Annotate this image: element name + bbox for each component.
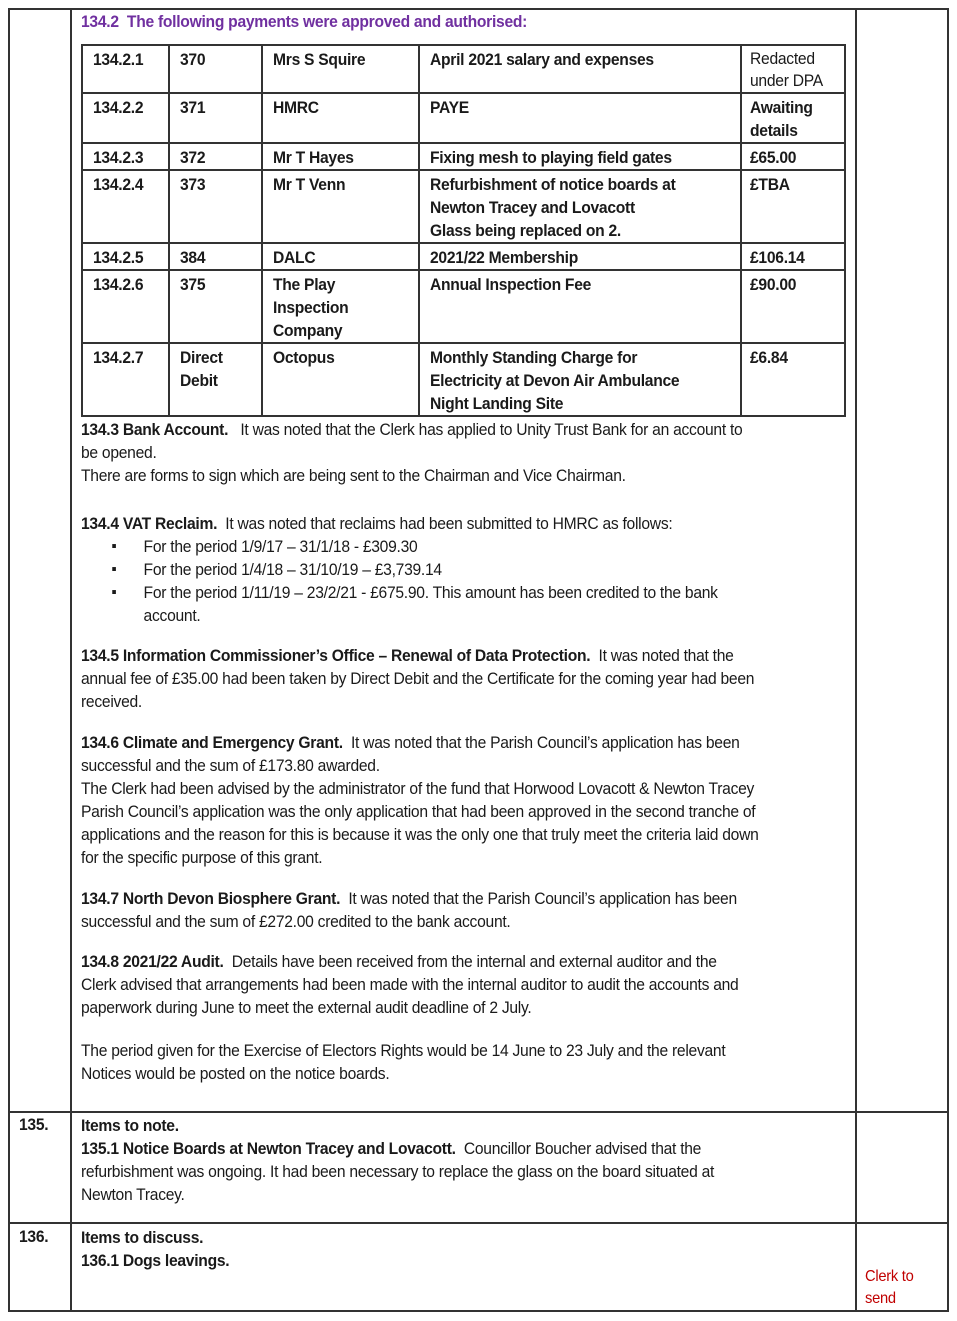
data-protection-line: annual fee of £35.00 had been taken by Direct Debit and the Certificate for the coming year had been	[81, 669, 755, 688]
notice-boards-line: Newton Tracey.	[81, 1185, 185, 1204]
payments-table	[81, 44, 846, 417]
right-border	[947, 8, 949, 1312]
items-to-discuss-section	[81, 1226, 242, 1272]
payment-payee: DALC	[262, 243, 418, 270]
climate-grant-line: applications and the reason for this is because it was the only one that truly meet the criteria laid down	[81, 825, 759, 844]
biosphere-grant-title: 134.7 North Devon Biosphere Grant.	[81, 889, 341, 908]
row-divider-135	[8, 1111, 949, 1113]
item-number-136: 136.	[19, 1227, 49, 1246]
payments-heading	[81, 10, 527, 33]
payment-cheque: 373	[169, 170, 263, 243]
items-to-discuss-heading: Items to discuss.	[81, 1228, 204, 1247]
payment-amount: Redacted under DPA	[741, 45, 845, 93]
payment-cheque: 372	[169, 143, 263, 170]
payments-heading-number: 134.2	[81, 12, 119, 31]
list-item: ▪ For the period 1/4/18 – 31/10/19 – £3,739.14	[81, 558, 718, 581]
payment-payee: HMRC	[262, 93, 418, 143]
list-item: ▪ For the period 1/11/19 – 23/2/21 - £675.90. This amount has been credited to the bank account.	[81, 581, 718, 627]
data-protection-section	[81, 644, 813, 713]
data-protection-title: 134.5 Information Commissioner’s Office – Renewal of Data Protection.	[81, 646, 591, 665]
payment-ref: 134.2.5	[82, 243, 169, 270]
payment-cheque: 370	[169, 45, 263, 93]
audit-title: 134.8 2021/22 Audit.	[81, 952, 224, 971]
payment-payee: Octopus	[262, 343, 418, 416]
action-note	[865, 1266, 918, 1310]
payment-cheque: 375	[169, 270, 263, 343]
bank-account-line: be opened.	[81, 443, 157, 462]
vat-reclaim-section	[81, 512, 773, 627]
notice-boards-title: 135.1 Notice Boards at Newton Tracey and Lovacott.	[81, 1139, 456, 1158]
payment-amount: £TBA	[741, 170, 845, 243]
row-divider-136	[8, 1222, 949, 1224]
payment-cheque: Direct Debit	[169, 343, 263, 416]
audit-line: Details have been received from the internal and external auditor and the	[223, 952, 717, 971]
payment-amount: Awaiting details	[741, 93, 845, 143]
payment-ref: 134.2.3	[82, 143, 169, 170]
table-row	[82, 93, 845, 143]
items-to-note-heading: Items to note.	[81, 1116, 179, 1135]
action-column-divider	[855, 8, 857, 1312]
climate-grant-line: It was noted that the Parish Council’s application has been	[342, 733, 740, 752]
table-row	[82, 270, 845, 343]
vat-reclaim-list	[81, 535, 773, 627]
notice-boards-line: Councillor Boucher advised that the	[455, 1139, 702, 1158]
payment-payee: Mrs S Squire	[262, 45, 418, 93]
climate-grant-section	[81, 731, 817, 869]
vat-reclaim-title: 134.4 VAT Reclaim.	[81, 514, 218, 533]
bank-account-title: 134.3 Bank Account.	[81, 420, 229, 439]
audit-section	[81, 950, 796, 1085]
payment-amount: £6.84	[741, 343, 845, 416]
climate-grant-line: successful and the sum of £173.80 awarded.	[81, 756, 380, 775]
climate-grant-line: The Clerk had been advised by the administrator of the fund that Horwood Lovacott & Newton Tracey	[81, 779, 755, 798]
payment-description: 2021/22 Membership	[419, 243, 741, 270]
left-border	[8, 8, 10, 1312]
number-column-divider	[70, 8, 72, 1312]
payment-ref: 134.2.2	[82, 93, 169, 143]
data-protection-line: received.	[81, 692, 142, 711]
table-row	[82, 45, 845, 93]
biosphere-grant-line: It was noted that the Parish Council’s application has been	[340, 889, 737, 908]
payment-cheque: 384	[169, 243, 263, 270]
audit-line: Clerk advised that arrangements had been made with the internal auditor to audit the accounts and	[81, 975, 739, 994]
bank-account-section	[81, 418, 800, 487]
payments-heading-text: The following payments were approved and authorised:	[126, 12, 528, 31]
payment-description: PAYE	[419, 93, 741, 143]
table-row	[82, 143, 845, 170]
dogs-leavings-title: 136.1 Dogs leavings.	[81, 1251, 230, 1270]
payment-description: Monthly Standing Charge for Electricity at Devon Air Ambulance Night Landing Site	[419, 343, 741, 416]
payment-payee: Mr T Hayes	[262, 143, 418, 170]
payment-amount: £90.00	[741, 270, 845, 343]
payment-amount: £106.14	[741, 243, 845, 270]
data-protection-line: It was noted that the	[590, 646, 734, 665]
climate-grant-line: Parish Council’s application was the only application that had been approved in the second tranche of	[81, 802, 756, 821]
payment-payee: The Play Inspection Company	[262, 270, 418, 343]
audit-line: Notices would be posted on the notice boards.	[81, 1064, 390, 1083]
item-number-135: 135.	[19, 1115, 49, 1134]
payment-description: Refurbishment of notice boards at Newton Tracey and Lovacott Glass being replaced on 2.	[419, 170, 741, 243]
bank-account-line: There are forms to sign which are being sent to the Chairman and Vice Chairman.	[81, 466, 626, 485]
action-line: Clerk to	[865, 1268, 914, 1285]
list-item: ▪ For the period 1/9/17 – 31/1/18 - £309.30	[81, 535, 718, 558]
table-row	[82, 343, 845, 416]
payment-payee: Mr T Venn	[262, 170, 418, 243]
bank-account-line: It was noted that the Clerk has applied to Unity Trust Bank for an account to	[228, 420, 743, 439]
notice-boards-line: refurbishment was ongoing. It had been necessary to replace the glass on the board situated at	[81, 1162, 715, 1181]
action-line: send	[865, 1290, 896, 1307]
climate-grant-title: 134.6 Climate and Emergency Grant.	[81, 733, 343, 752]
payment-description: April 2021 salary and expenses	[419, 45, 741, 93]
audit-line: The period given for the Exercise of Electors Rights would be 14 June to 23 July and the relevant	[81, 1041, 726, 1060]
table-row	[82, 170, 845, 243]
payment-amount: £65.00	[741, 143, 845, 170]
payment-ref: 134.2.4	[82, 170, 169, 243]
payment-ref: 134.2.1	[82, 45, 169, 93]
climate-grant-line: for the specific purpose of this grant.	[81, 848, 323, 867]
vat-reclaim-intro: It was noted that reclaims had been submitted to HMRC as follows:	[217, 514, 673, 533]
biosphere-grant-section	[81, 887, 794, 933]
bottom-border	[8, 1310, 949, 1312]
payment-description: Fixing mesh to playing field gates	[419, 143, 741, 170]
payment-description: Annual Inspection Fee	[419, 270, 741, 343]
biosphere-grant-line: successful and the sum of £272.00 credited to the bank account.	[81, 912, 511, 931]
payment-ref: 134.2.7	[82, 343, 169, 416]
audit-line: paperwork during June to meet the external audit deadline of 2 July.	[81, 998, 532, 1017]
payment-ref: 134.2.6	[82, 270, 169, 343]
items-to-note-section	[81, 1114, 769, 1206]
payment-cheque: 371	[169, 93, 263, 143]
table-row	[82, 243, 845, 270]
